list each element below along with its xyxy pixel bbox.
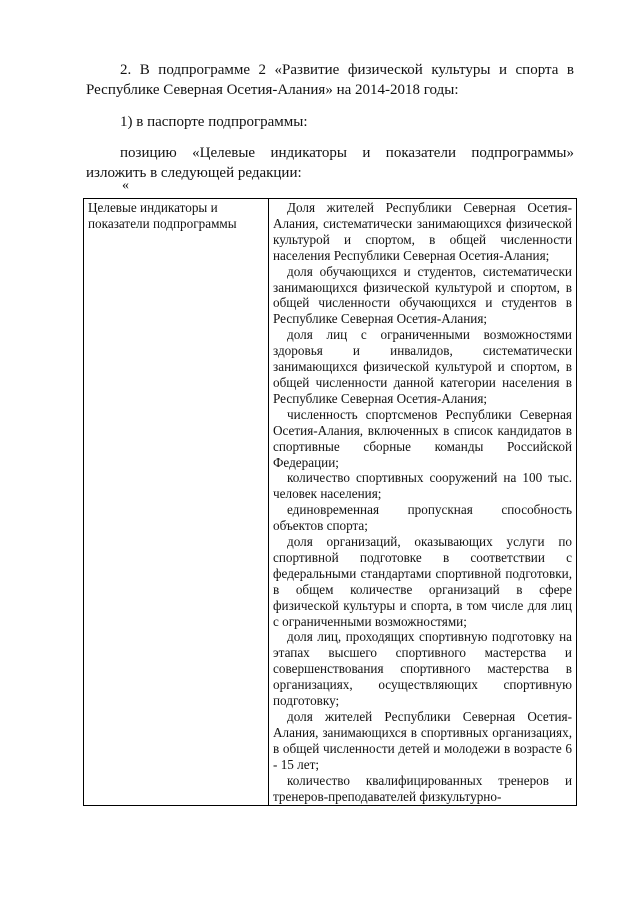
list-item: количество квалифицированных тренеров и тренеров-преподавателей физкультурно- [273,772,572,804]
list-item: доля лиц, проходящих спортивную подготовку на этапах высшего спортивного мастерства и совершенствования спортивного мастерства в организациях, осуществляющих спортивную подготовку; [273,629,572,709]
list-item: количество спортивных сооружений на 100 тыс. человек населения; [273,470,572,502]
opening-quote-mark: « [122,178,129,193]
list-item: доля лиц с ограниченными возможностями здоровья и инвалидов, систематически занимающихся физической культурой и спортом, в общей численности данной категории населения в Республике Северная Осетия-Алания; [273,327,572,406]
list-item: доля обучающихся и студентов, систематически занимающихся физической культурой и спортом, в общей численности обучающихся и студентов в Республике Северная Осетия-Алания; [273,263,572,327]
list-item: численность спортсменов Республики Северная Осетия-Алания, включенных в список кандидатов в спортивные сборные команды Российской Федерации; [273,406,572,470]
paragraph-subprogram-2: 2. В подпрограмме 2 «Развитие физической культуры и спорта в Республике Северная Осетия-Алания» на 2014-2018 годы: [86,62,574,98]
indicators-label-cell: Целевые индикаторы и показатели подпрограммы [84,199,269,806]
list-item: единовременная пропускная способность объектов спорта; [273,502,572,534]
paragraph-passport: 1) в паспорте подпрограммы: [120,114,308,130]
list-item: доля жителей Республики Северная Осетия-Алания, занимающихся в спортивных организациях, в общей численности детей и молодежи в возрасте 6 - 15 лет; [273,709,572,772]
indicators-table [83,198,577,806]
paragraph-position: позицию «Целевые индикаторы и показатели подпрограммы» изложить в следующей редакции: [86,145,574,181]
table-row [84,199,577,806]
indicators-list-cell [269,199,577,806]
list-item: Доля жителей Республики Северная Осетия-Алания, систематически занимающихся физической культурой и спортом, в общей численности населения Республики Северная Осетия-Алания; [273,200,572,263]
list-item: доля организаций, оказывающих услуги по спортивной подготовке в соответствии с федеральными стандартами спортивной подготовки, в общем количестве организаций в сфере физической культуры и спорта, в том числе для лиц с ограниченными возможностями; [273,534,572,629]
